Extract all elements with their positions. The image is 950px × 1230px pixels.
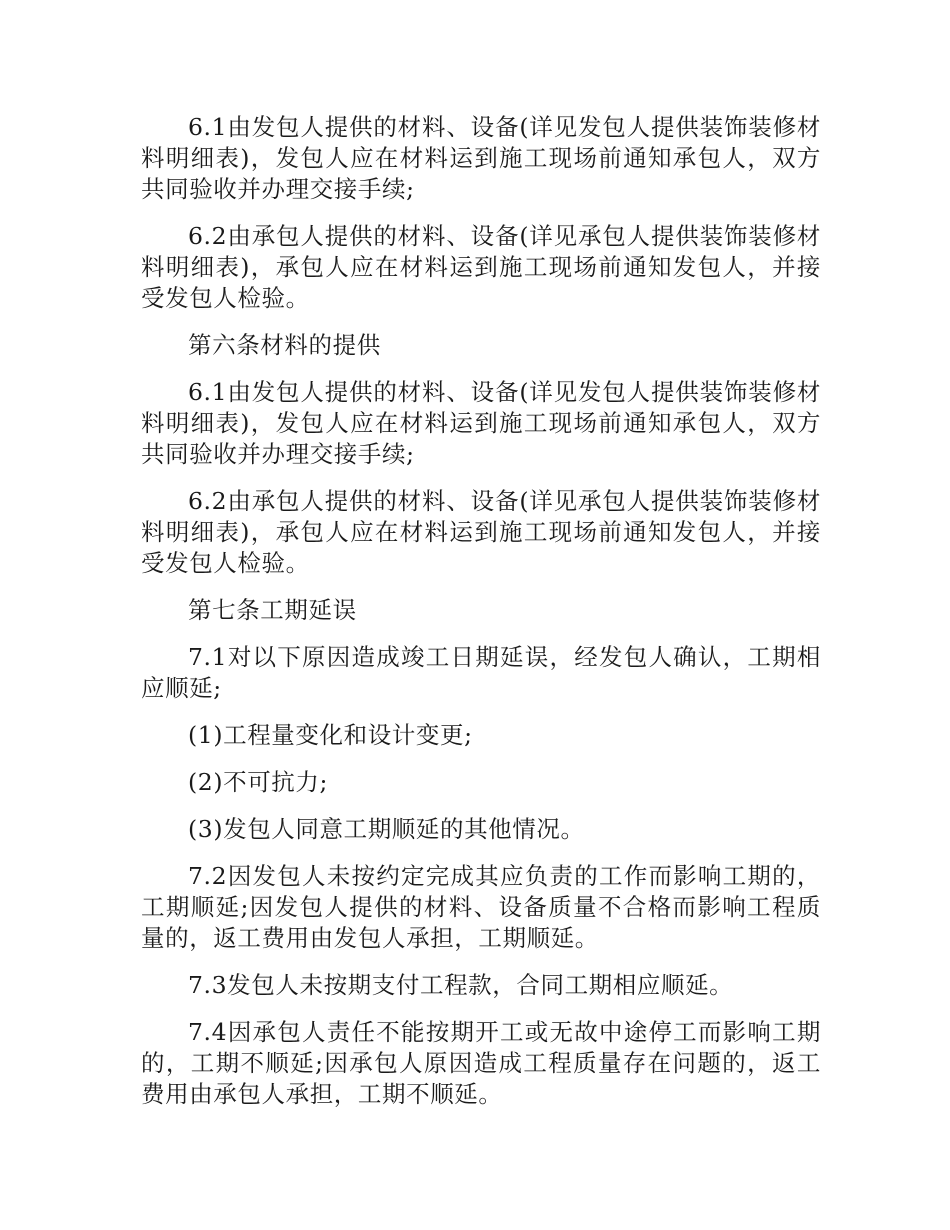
clause-6-2-paragraph-repeat: 6.2由承包人提供的材料、设备(详见承包人提供装饰装修材料明细表)，承包人应在材料运到施工现场前通知发包人，并接受发包人检验。: [141, 487, 821, 577]
list-item-1: (1)工程量变化和设计变更;: [188, 721, 473, 749]
clause-6-1-paragraph-repeat: 6.1由发包人提供的材料、设备(详见发包人提供装饰装修材料明细表)，发包人应在材料运到施工现场前通知承包人，双方共同验收并办理交接手续;: [141, 378, 821, 468]
clause-6-1-paragraph: 6.1由发包人提供的材料、设备(详见发包人提供装饰装修材料明细表)，发包人应在材料运到施工现场前通知承包人，双方共同验收并办理交接手续;: [141, 113, 821, 203]
article-7-heading: 第七条工期延误: [188, 596, 357, 624]
clause-7-3-paragraph: 7.3发包人未按期支付工程款，合同工期相应顺延。: [188, 971, 734, 999]
clause-7-2-paragraph: 7.2因发包人未按约定完成其应负责的工作而影响工期的，工期顺延;因发包人提供的材料、设备质量不合格而影响工程质量的，返工费用由发包人承担，工期顺延。: [141, 862, 821, 952]
clause-7-1-paragraph: 7.1对以下原因造成竣工日期延误，经发包人确认，工期相应顺延;: [141, 643, 821, 702]
list-item-2: (2)不可抗力;: [188, 768, 329, 796]
list-item-3: (3)发包人同意工期顺延的其他情况。: [188, 815, 585, 843]
article-6-heading: 第六条材料的提供: [188, 331, 381, 359]
clause-7-4-paragraph: 7.4因承包人责任不能按期开工或无故中途停工而影响工期的，工期不顺延;因承包人原因造成工程质量存在问题的，返工费用由承包人承担，工期不顺延。: [141, 1018, 821, 1108]
document-body: [141, 112, 821, 1126]
clause-6-2-paragraph: 6.2由承包人提供的材料、设备(详见承包人提供装饰装修材料明细表)，承包人应在材料运到施工现场前通知发包人，并接受发包人检验。: [141, 222, 821, 312]
